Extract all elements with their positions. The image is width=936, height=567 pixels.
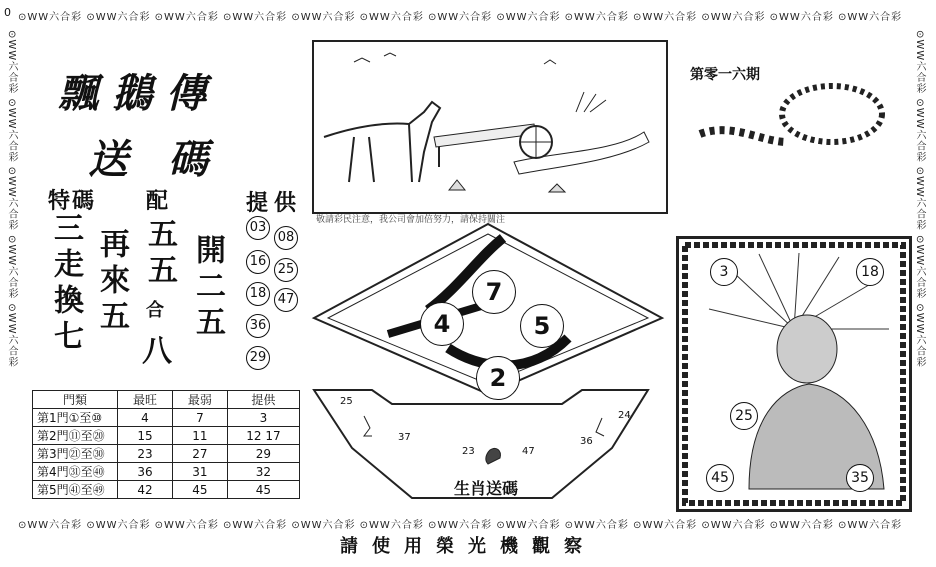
bottom-border: ⊙WW六合彩 ⊙WW六合彩 ⊙WW六合彩 ⊙WW六合彩 ⊙WW六合彩 ⊙WW六合彩 ⊙WW六合彩 ⊙WW六合彩 ⊙WW六合彩 ⊙WW六合彩 ⊙WW六合彩 ⊙WW六合彩 ⊙WW六合彩 [18, 520, 903, 531]
figure-ball: 3 [710, 258, 738, 286]
table-header: 最弱 [172, 391, 227, 409]
title-line2: 送碼 [88, 136, 248, 183]
cartoon-panel [312, 40, 668, 214]
corner-mark: 0 [4, 6, 11, 19]
door-table [32, 390, 300, 499]
notice-text: 敬請彩民注意，我公司會加倍努力，請保持關注 [316, 215, 506, 225]
table-row [33, 409, 300, 427]
top-border: ⊙WW六合彩 ⊙WW六合彩 ⊙WW六合彩 ⊙WW六合彩 ⊙WW六合彩 ⊙WW六合彩 ⊙WW六合彩 ⊙WW六合彩 ⊙WW六合彩 ⊙WW六合彩 ⊙WW六合彩 ⊙WW六合彩 ⊙WW六合彩 [18, 12, 903, 23]
figure-ball: 35 [846, 464, 874, 492]
provide-number: 29 [246, 346, 270, 370]
table-header: 最旺 [118, 391, 173, 409]
diamond-ball: 7 [472, 270, 516, 314]
table-row [33, 427, 300, 445]
provide-number: 36 [246, 314, 270, 338]
cell-give: 29 [227, 445, 299, 463]
special-col3a: 五五 [142, 218, 177, 290]
special-col2: 再來五 [94, 228, 129, 336]
bead-chain-illustration [692, 72, 892, 172]
figure-ball: 18 [856, 258, 884, 286]
cell-min: 31 [172, 463, 227, 481]
cell-min: 45 [172, 481, 227, 499]
diamond-ball: 2 [476, 356, 520, 400]
cell-max: 15 [118, 427, 173, 445]
cell-max: 23 [118, 445, 173, 463]
zodiac-number: 37 [398, 432, 411, 443]
zodiac-number: 25 [340, 396, 353, 407]
provide-number: 03 [246, 216, 270, 240]
issue-number: 第零一六期 [690, 67, 760, 83]
table-row [33, 463, 300, 481]
cell-max: 4 [118, 409, 173, 427]
provide-label: 提供 [246, 190, 303, 216]
right-border: ⊙WW六合彩 ⊙WW六合彩 ⊙WW六合彩 ⊙WW六合彩 ⊙WW六合彩 [914, 30, 925, 368]
zodiac-number: 24 [618, 410, 631, 421]
zodiac-number: 23 [462, 446, 475, 457]
table-row [33, 445, 300, 463]
cell-give: 3 [227, 409, 299, 427]
provide-number: 47 [274, 288, 298, 312]
cell-min: 7 [172, 409, 227, 427]
cell-give: 45 [227, 481, 299, 499]
provide-number: 25 [274, 258, 298, 282]
provide-number: 08 [274, 226, 298, 250]
provide-number: 16 [246, 250, 270, 274]
cell-give: 32 [227, 463, 299, 481]
deer-scene-illustration [314, 42, 666, 212]
row-label: 第1門①至⑩ [33, 409, 118, 427]
table-header: 門類 [33, 391, 118, 409]
special-col4: 開二五 [190, 234, 225, 342]
special-label: 特碼 [48, 188, 97, 214]
row-label: 第3門㉑至㉚ [33, 445, 118, 463]
figure-ball: 45 [706, 464, 734, 492]
cell-max: 36 [118, 463, 173, 481]
cell-give: 12 17 [227, 427, 299, 445]
title-line1: 飄鵝傳 [58, 70, 220, 117]
cell-min: 27 [172, 445, 227, 463]
footer-text: 請使用榮光機觀察 [340, 536, 596, 557]
diamond-ball: 4 [420, 302, 464, 346]
zodiac-number: 47 [522, 446, 535, 457]
table-header: 提供 [227, 391, 299, 409]
special-col3c: 八 [142, 334, 172, 369]
cell-min: 11 [172, 427, 227, 445]
pei-label: 配 [146, 188, 169, 214]
provide-number: 18 [246, 282, 270, 306]
table-row [33, 481, 300, 499]
row-label: 第4門㉛至㊵ [33, 463, 118, 481]
zodiac-number: 36 [580, 436, 593, 447]
special-col1: 三走換七 [48, 212, 83, 356]
diamond-ball: 5 [520, 304, 564, 348]
zodiac-label: 生肖送碼 [454, 479, 519, 498]
left-border: ⊙WW六合彩 ⊙WW六合彩 ⊙WW六合彩 ⊙WW六合彩 ⊙WW六合彩 [6, 30, 17, 368]
figure-ball: 25 [730, 402, 758, 430]
row-label: 第2門⑪至⑳ [33, 427, 118, 445]
cell-max: 42 [118, 481, 173, 499]
row-label: 第5門㊶至㊾ [33, 481, 118, 499]
he-label: 合 [146, 300, 164, 321]
